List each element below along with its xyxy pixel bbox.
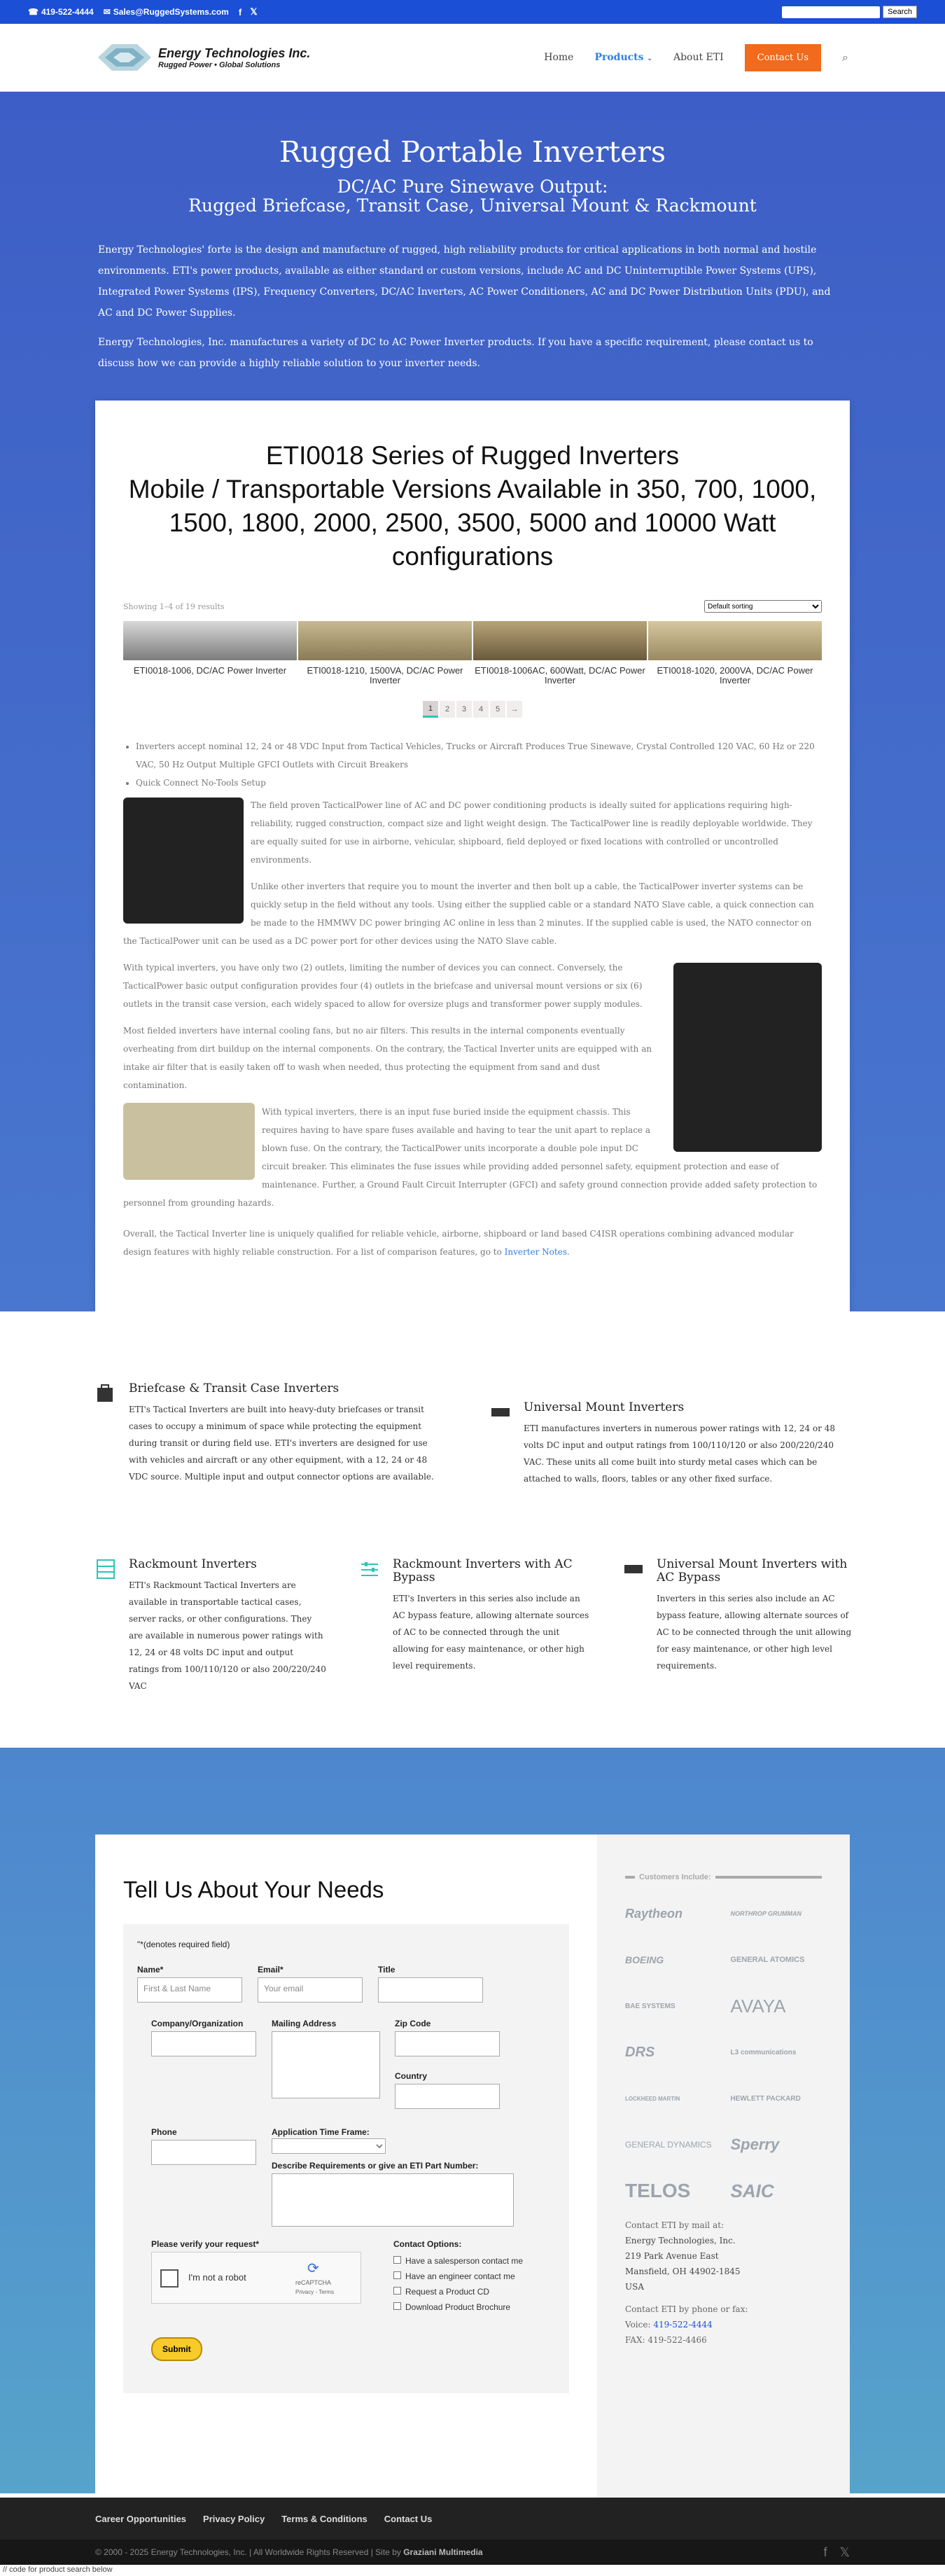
site-credit-link[interactable]: Graziani Multimedia [403, 2547, 483, 2557]
logo-hp: HEWLETT PACKARD [730, 2094, 801, 2103]
form-box [123, 1924, 569, 2393]
voice-line [625, 2317, 822, 2332]
body-paragraph: With typical inverters, you have only two (2) outlets, limiting the number of devices you can connect. Conversely, the TacticalPower basic output configuration provides four (4) outlets in the briefcase and universal mount versions or six (6) outlets in the transit case version, each widely spaced to allow for oversize plugs and transformer power supply modules. [123, 963, 643, 1009]
checkbox[interactable] [393, 2271, 401, 2279]
page-subtitle [98, 177, 847, 215]
mailing-address-field[interactable] [272, 2031, 380, 2098]
transit-case-photo [673, 963, 822, 1152]
form-title: Tell Us About Your Needs [123, 1877, 384, 1902]
logo-general-atomics: GENERAL ATOMICS [730, 1956, 805, 1964]
logo-general-dynamics: GENERAL DYNAMICS [625, 2140, 712, 2150]
option-label: Request a Product CD [405, 2287, 490, 2297]
briefcase-icon [95, 1382, 118, 1405]
address-line: 219 Park Avenue East [625, 2251, 719, 2261]
product-item[interactable] [123, 621, 297, 685]
feature-briefcase [95, 1382, 438, 1485]
bullet-item: • Inverters accept nominal 12, 24 or 48 VDC Input from Tactical Vehicles, Trucks or Aircraft Produces True Sinewave, Crystal Controlled 120 VAC, 60 Hz or 220 VAC, 50 Hz Output Multiple GFCI Outlets with Circuit Breakers [136, 737, 822, 774]
nav-products-label: Products [594, 52, 644, 63]
mail-icon: ✉ [103, 7, 111, 17]
nav-about[interactable]: About ETI [673, 52, 724, 63]
email-link[interactable]: ✉ Sales@RuggedSystems.com [103, 7, 229, 17]
series-title-line-2: Mobile / Transportable Versions Available in 350, 700, 1000, 1500, 1800, 2000, 2500, 3500, 5000 and 10000 Watt configurations [128, 475, 817, 571]
feature-rackmount [95, 1558, 326, 1694]
search-icon[interactable]: ⌕ [842, 50, 848, 64]
facebook-icon[interactable]: f [823, 2544, 827, 2559]
title-label: Title [378, 1965, 396, 1975]
site-header [0, 24, 945, 92]
submit-button[interactable]: Submit [151, 2337, 202, 2361]
page-4[interactable]: 4 [473, 701, 489, 718]
body-paragraph: Unlike other inverters that require you to mount the inverter and then bolt up a cable, the TacticalPower inverter systems can be quickly setup in the field without any tools. Using either the supplied cable or a standard NATO Slave cable, a quick connection can be made to the HMMWV DC power bringing AC online in less than 2 minutes. If the supplied cable is used, the NATO connector on the TacticalPower unit can be used as a DC power port for other devices using the NATO Slave cable. [123, 882, 814, 946]
contact-options [393, 2253, 523, 2315]
verify-label: Please verify your request* [151, 2239, 260, 2249]
top-search-input[interactable] [782, 6, 880, 18]
body-paragraph: The field proven TacticalPower line of AC and DC power conditioning products is ideally suited for applications requiring high-reliability, rugged construction, compact size and light weight design. The TacticalPower line is readily deployable worldwide. They are equally suited for use in airborne, vehicular, shipboard, field deployed or fixed locations with controlled or uncontrolled environments. [251, 800, 813, 865]
name-label: Name* [137, 1965, 164, 1975]
logo-l3: L3 communications [730, 2048, 797, 2056]
body-paragraph [123, 1225, 822, 1261]
feature-universal [490, 1401, 847, 1487]
mail-label: Contact ETI by mail at: [625, 2220, 724, 2230]
feature-title: Rackmount Inverters [129, 1557, 257, 1571]
contact-options-label: Contact Options: [393, 2239, 462, 2249]
customer-logos [625, 1900, 822, 2205]
facebook-icon[interactable]: f [238, 6, 242, 18]
feature-title: Universal Mount Inverters [524, 1400, 685, 1414]
feature-text: ETI manufactures inverters in numerous power ratings with 12, 24 or 48 volts DC input and output ratings from 100/110/120 or also 200/220/240 VAC. These units all come built into sturdy metal cases which can be attached to walls, floors, tables or any other fixed surface. [524, 1423, 836, 1484]
copyright: © 2000 - 2025 Energy Technologies, Inc. | All Worldwide Rights Reserved | Site by [95, 2547, 401, 2557]
option-cd[interactable] [393, 2284, 523, 2299]
logo[interactable] [97, 41, 310, 74]
option-label: Have a salesperson contact me [405, 2256, 524, 2266]
product-item[interactable] [648, 621, 822, 685]
intro-paragraph-1: Energy Technologies' forte is the design and manufacture of rugged, high reliability products for critical applications in both normal and hostile environments. ETI's power products, available as either standard or custom versions, include AC and DC Uninterruptible Power Systems (UPS), Integrated Power Systems (IPS), Frequency Converters, DC/AC Inverters, AC Power Conditioners, AC and DC Power Distribution Units (PDU), and AC and DC Power Supplies. [98, 244, 831, 319]
logo-bae: BAE SYSTEMS [625, 2002, 676, 2010]
page-5[interactable]: 5 [490, 701, 505, 718]
country-field[interactable] [395, 2084, 500, 2109]
feature-rackmount-bypass [359, 1558, 590, 1674]
option-salesperson[interactable] [393, 2253, 523, 2269]
series-title [123, 439, 822, 573]
timeframe-label: Application Time Frame: [272, 2127, 370, 2137]
voice-label: Voice: [625, 2320, 651, 2330]
recaptcha-privacy-link[interactable]: Privacy - Terms [295, 2289, 334, 2295]
contact-info [625, 2218, 822, 2348]
rack-icon [95, 1558, 118, 1580]
product-label[interactable]: ETI0018-1020, 2000VA, DC/AC Power Inverter [657, 665, 813, 685]
features-section [0, 1311, 945, 1748]
nav-products[interactable] [594, 52, 652, 63]
footer-terms-link[interactable]: Terms & Conditions [281, 2513, 368, 2524]
intro-paragraph-2: Energy Technologies, Inc. manufactures a variety of DC to AC Power Inverter products. If you have a specific requirement, please contact us to discuss how we can provide a highly reliable solution to your inverter needs. [98, 337, 813, 369]
subtitle-line-1: DC/AC Pure Sinewave Output: [337, 176, 608, 197]
logo-drs: DRS [625, 2044, 655, 2060]
main-nav [544, 44, 848, 71]
footer-careers-link[interactable]: Career Opportunities [95, 2513, 187, 2524]
shop-bar [123, 600, 822, 613]
result-count: Showing 1–4 of 19 results [123, 601, 225, 611]
top-bar [0, 0, 945, 24]
recaptcha-label: I'm not a robot [188, 2272, 246, 2283]
company-field[interactable] [151, 2031, 256, 2056]
product-label[interactable]: ETI0018-1210, 1500VA, DC/AC Power Inverter [307, 665, 463, 685]
recaptcha-brand: reCAPTCHA [295, 2279, 332, 2286]
phone-label: Phone [151, 2127, 177, 2137]
feature-bullets [136, 737, 822, 792]
feature-title: Briefcase & Transit Case Inverters [129, 1381, 340, 1395]
product-image[interactable] [473, 621, 647, 660]
feature-text: ETI's Rackmount Tactical Inverters are available in transportable tactical cases, server racks, or other configurations. They are available in numerous power ratings with 12, 24 or 48 volts DC input and output ratings from 100/110/120 or also 200/220/240 VAC [129, 1580, 326, 1691]
product-image[interactable] [298, 621, 472, 660]
nav-home[interactable]: Home [544, 52, 574, 63]
briefcase-photo [123, 798, 244, 924]
bullet-item: • Quick Connect No-Tools Setup [136, 774, 822, 792]
feature-text: ETI's Inverters in this series also include an AC bypass feature, allowing alternate sources of AC to be connected through the unit allowing for easy maintenance, or other high level requirements. [393, 1594, 589, 1671]
fax-line: FAX: 419-522-4466 [625, 2335, 707, 2345]
company-label: Company/Organization [151, 2019, 244, 2028]
chevron-down-icon: ⌄ [647, 55, 652, 62]
logo-boeing: BOEING [625, 1954, 664, 1965]
checkbox[interactable] [393, 2287, 401, 2295]
page-1[interactable]: 1 [423, 701, 438, 718]
logo-saic: SAIC [730, 2180, 774, 2201]
body-paragraph: With typical inverters, there is an input fuse buried inside the equipment chassis. This requires having to have spare fuses available and having to tear the unit apart to replace a blown fuse. On the contrary, the TacticalPower units incorporate a double pole input DC circuit breaker. This eliminates the fuse issues while providing added personnel safety, equipment protection and ease of maintenance. Further, a Ground Fault Circuit Interrupter (GFCI) and safety ground connection provide added safety protection to personnel from grounding hazards. [123, 1107, 818, 1208]
address-line: Energy Technologies, Inc. [625, 2236, 736, 2246]
feature-universal-bypass [623, 1558, 854, 1674]
body-text: . [567, 1247, 570, 1257]
customers-sidebar [597, 1834, 850, 2503]
phone-icon: ☎ [28, 7, 38, 17]
top-search-button[interactable]: Search [883, 6, 917, 18]
top-search [782, 6, 917, 18]
required-note: "*(denotes required field) [137, 1940, 230, 1949]
address-line: Mansfield, OH 44902-1845 [625, 2267, 741, 2276]
footer-social [823, 2545, 850, 2560]
recaptcha-checkbox[interactable] [160, 2269, 178, 2288]
feature-text: ETI's Tactical Inverters are built into heavy-duty briefcases or transit cases to occupy a minimum of space while protecting the equipment during transit or during field use. ETI's inverters are designed for use with vehicles and aircraft or any other equipment, with a 12, 24 or 48 VDC source. Multiple input and output connector options are available. [129, 1405, 434, 1482]
series-title-line-1: ETI0018 Series of Rugged Inverters [265, 441, 680, 470]
product-label[interactable]: ETI0018-1006AC, 600Watt, DC/AC Power Inverter [475, 665, 645, 685]
email-field[interactable]: Your email [258, 1977, 363, 2003]
feature-title: Universal Mount Inverters with AC Bypass [657, 1557, 848, 1585]
next-page-arrow-icon[interactable]: → [507, 701, 522, 718]
option-brochure[interactable] [393, 2299, 523, 2315]
feature-title: Rackmount Inverters with AC Bypass [393, 1557, 573, 1585]
company-tagline: Rugged Power • Global Solutions [158, 60, 281, 69]
address-line: USA [625, 2282, 644, 2292]
option-label: Have an engineer contact me [405, 2271, 515, 2281]
logo-avaya: AVAYA [730, 1995, 786, 2017]
page-title: Rugged Portable Inverters [279, 135, 666, 169]
zip-label: Zip Code [395, 2019, 431, 2028]
product-label[interactable]: ETI0018-1006, DC/AC Power Inverter [133, 665, 287, 676]
product-image[interactable] [123, 621, 297, 660]
sliders-icon [359, 1558, 382, 1580]
title-field[interactable] [378, 1977, 483, 2003]
country-label: Country [395, 2071, 427, 2081]
checkbox[interactable] [393, 2256, 401, 2264]
form-panel [95, 1834, 597, 2503]
voice-link[interactable]: 419-522-4444 [653, 2320, 713, 2330]
mailing-label: Mailing Address [272, 2019, 337, 2028]
body-text: Overall, the Tactical Inverter line is uniquely qualified for reliable vehicle, airborne, shipboard or land based C4ISR operations combining advanced modular design features with highly reliable construction. For a list of comparison features, go to [123, 1229, 794, 1257]
feature-text: Inverters in this series also include an AC bypass feature, allowing alternate sources of AC to be connected through the unit allowing for easy maintenance, or other high level requirements. [657, 1594, 852, 1671]
logo-telos: TELOS [625, 2180, 691, 2201]
phone-label: Contact ETI by phone or fax: [625, 2304, 748, 2314]
x-icon[interactable]: 𝕏 [839, 2544, 850, 2559]
name-field[interactable]: First & Last Name [137, 1977, 242, 2003]
logo-sperry: Sperry [730, 2136, 780, 2153]
zip-field[interactable] [395, 2031, 500, 2056]
subtitle-line-2: Rugged Briefcase, Transit Case, Universal Mount & Rackmount [188, 195, 757, 216]
recaptcha-icon: ⟳ [307, 2261, 319, 2276]
recaptcha-box [151, 2252, 361, 2304]
x-icon[interactable]: 𝕏 [250, 6, 258, 17]
customers-title: Customers Include: [625, 1873, 822, 1881]
status-line: // code for product search below [0, 2565, 945, 2576]
sort-select[interactable] [704, 600, 822, 613]
footer-bottom [0, 2540, 945, 2565]
option-engineer[interactable] [393, 2269, 523, 2284]
phone-field[interactable] [151, 2140, 256, 2165]
page-3[interactable]: 3 [456, 701, 472, 718]
describe-field[interactable] [272, 2173, 514, 2227]
universal-mount-icon [623, 1558, 645, 1580]
option-label: Download Product Brochure [405, 2302, 511, 2312]
footer-contact-link[interactable]: Contact Us [384, 2513, 433, 2524]
logo-raytheon: Raytheon [625, 1906, 683, 1921]
checkbox[interactable] [393, 2302, 401, 2310]
contact-us-button[interactable]: Contact Us [745, 44, 821, 71]
rackmount-photo [123, 1103, 255, 1180]
inverter-notes-link[interactable]: Inverter Notes [504, 1247, 567, 1257]
product-image[interactable] [648, 621, 822, 660]
product-card [95, 401, 850, 1311]
describe-label: Describe Requirements or give an ETI Part Number: [272, 2161, 479, 2171]
footer-privacy-link[interactable]: Privacy Policy [203, 2513, 265, 2524]
page-2[interactable]: 2 [440, 701, 455, 718]
universal-mount-icon [490, 1401, 512, 1423]
pagination [123, 701, 822, 718]
product-grid [123, 621, 822, 685]
timeframe-select[interactable] [272, 2138, 386, 2154]
logo-lockheed: LOCKHEED MARTIN [625, 2095, 680, 2102]
contact-form-section [95, 1834, 850, 2503]
body-paragraph: Most fielded inverters have internal cooling fans, but no air filters. This results in the internal components eventually overheating from dirt buildup on the internal components. On the contrary, the Tactical Inverter units are equipped with an intake air filter that is easily taken off to wash when needed, thus protecting the equipment from sand and dust contamination. [123, 1026, 652, 1090]
logo-icon [97, 41, 153, 74]
product-item[interactable] [298, 621, 472, 685]
footer-nav [0, 2498, 945, 2540]
company-name: Energy Technologies Inc. [158, 46, 311, 60]
email-label: Email* [258, 1965, 284, 1975]
logo-northrop: NORTHROP GRUMMAN [730, 1910, 802, 1917]
phone-link[interactable]: ☎ 419-522-4444 [28, 7, 94, 17]
product-item[interactable] [473, 621, 647, 685]
